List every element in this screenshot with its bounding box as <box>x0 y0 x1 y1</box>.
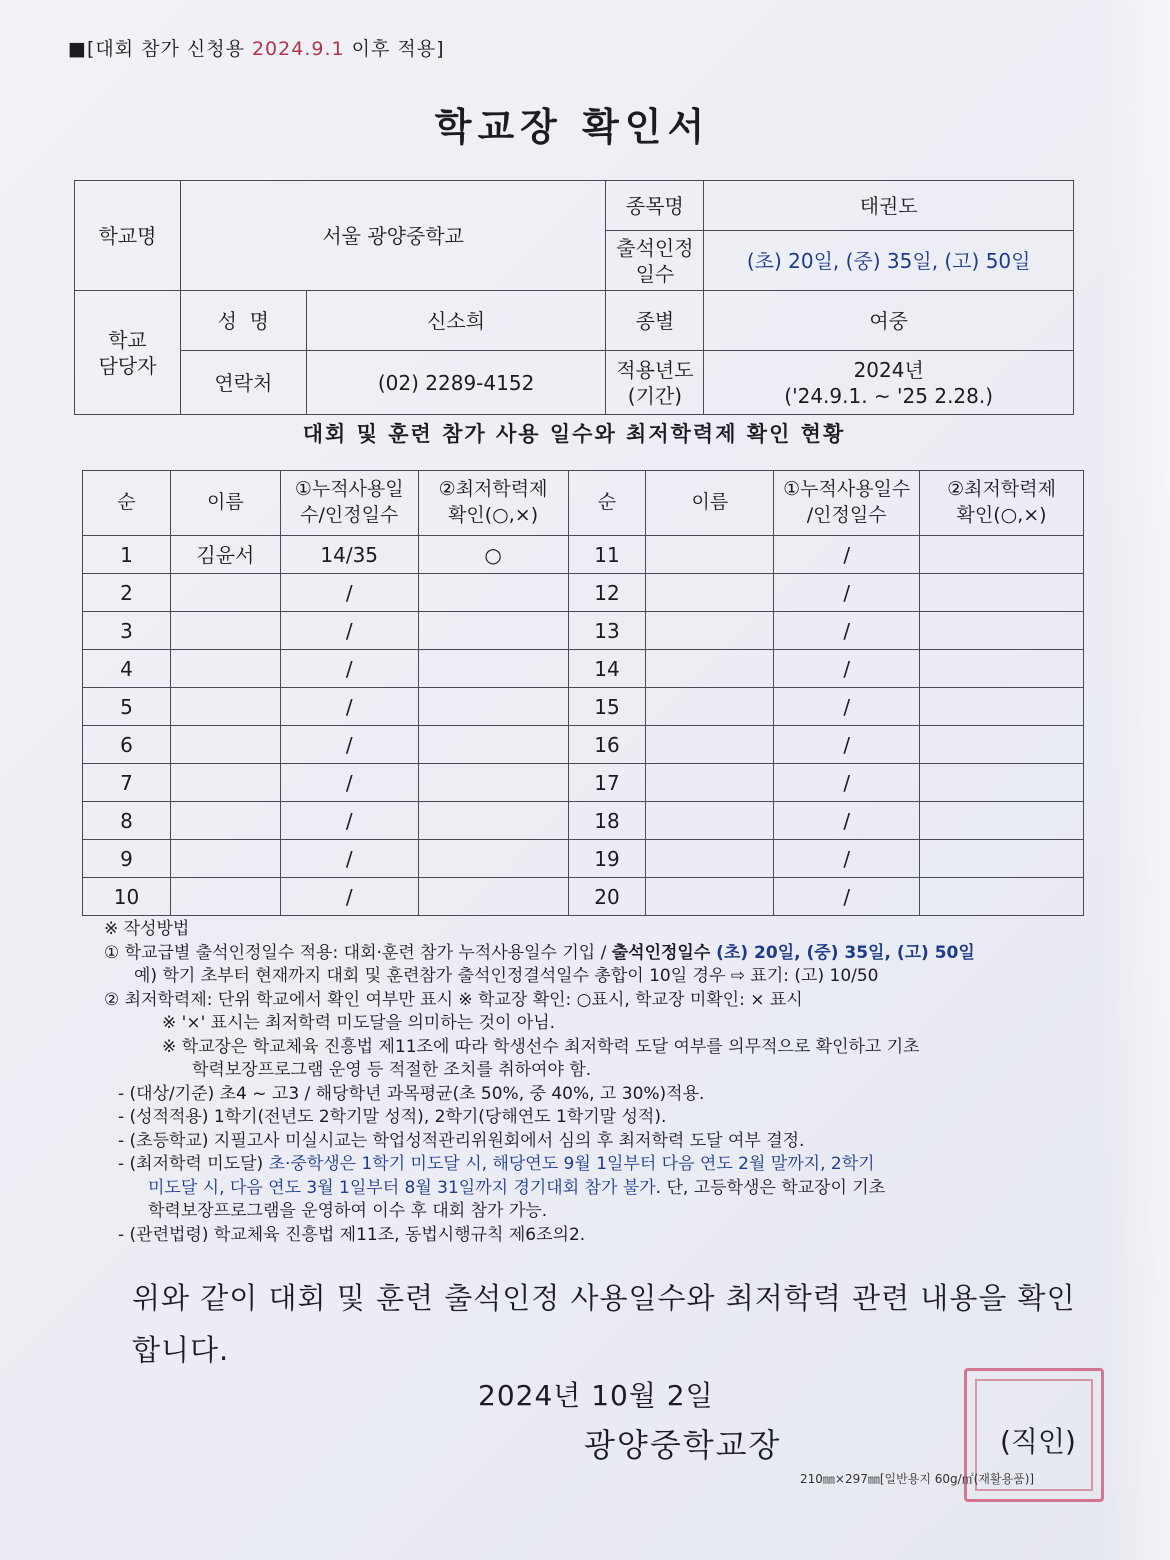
record-name <box>646 878 774 916</box>
record-name <box>646 726 774 764</box>
record-check <box>920 764 1084 802</box>
period-year: 2024년 <box>853 357 924 382</box>
record-no: 13 <box>568 612 646 650</box>
record-days: / <box>774 726 920 764</box>
principal-title: 광양중학교장 <box>584 1426 782 1464</box>
header-check: ②최저학력제 확인(○,×) <box>418 471 568 536</box>
record-check <box>418 878 568 916</box>
record-no: 12 <box>568 574 646 612</box>
record-check <box>920 802 1084 840</box>
record-days: / <box>774 802 920 840</box>
record-check <box>418 840 568 878</box>
record-check <box>920 878 1084 916</box>
record-name <box>646 764 774 802</box>
document-title: 학교장 확인서 <box>434 105 711 149</box>
record-name <box>170 612 280 650</box>
record-no: 20 <box>568 878 646 916</box>
record-no: 16 <box>568 726 646 764</box>
record-days: / <box>280 650 418 688</box>
record-name <box>170 688 280 726</box>
header-name-2: 이름 <box>646 471 774 536</box>
record-name <box>646 612 774 650</box>
record-name <box>170 764 280 802</box>
record-check <box>418 688 568 726</box>
staff-name-value: 신소희 <box>306 291 606 351</box>
record-check: ○ <box>418 536 568 574</box>
record-days: / <box>774 650 920 688</box>
participation-records-table <box>82 470 1084 916</box>
method-l1a: ① 학교급별 출석인정일수 적용: 대회·훈련 참가 누적사용일수 기입 / <box>104 942 612 963</box>
school-name-label: 학교명 <box>75 181 181 291</box>
record-days: / <box>774 536 920 574</box>
record-no: 1 <box>83 536 171 574</box>
record-no: 10 <box>83 878 171 916</box>
record-name <box>646 840 774 878</box>
record-no: 18 <box>568 802 646 840</box>
record-no: 3 <box>83 612 171 650</box>
contact-label: 연락처 <box>180 351 306 415</box>
record-no: 6 <box>83 726 171 764</box>
application-note <box>68 34 445 61</box>
staff-label: 학교 담당자 <box>75 291 181 415</box>
record-days: / <box>774 878 920 916</box>
header-days: ①누적사용일 수/인정일수 <box>280 471 418 536</box>
attendance-days-value: (초) 20일, (중) 35일, (고) 50일 <box>704 231 1074 291</box>
record-days: / <box>280 688 418 726</box>
record-days: / <box>774 840 920 878</box>
note-suffix: 이후 적용] <box>344 38 445 60</box>
record-name <box>646 650 774 688</box>
method-line-10 <box>104 1153 1084 1177</box>
paper-edge-shading <box>1100 0 1170 1560</box>
record-days: / <box>280 764 418 802</box>
record-days: / <box>280 726 418 764</box>
event-value: 태권도 <box>704 181 1074 231</box>
staff-name-label: 성 명 <box>180 291 306 351</box>
method-line-2: 예) 학기 초부터 현재까지 대회 및 훈련참가 출석인정결석일수 총합이 10일 경우 ⇨ 표기: (고) 10/50 <box>134 966 879 986</box>
confirmation-date: 2024년 10월 2일 <box>478 1379 714 1412</box>
header-no-2: 순 <box>568 471 646 536</box>
method-line-8: - (성적적용) 1학기(전년도 2학기말 성적), 2학기(당해연도 1학기말 성적). <box>118 1107 667 1127</box>
method-l11a: 미도달 시, 다음 연도 3월 1일부터 8월 31일까지 경기대회 참가 불가 <box>148 1177 656 1198</box>
record-check <box>920 536 1084 574</box>
paper-spec-footer: 210㎜×297㎜[일반용지 60g/㎡(재활용품)] <box>800 1472 1035 1486</box>
record-name: 김윤서 <box>170 536 280 574</box>
record-no: 8 <box>83 802 171 840</box>
record-name <box>646 688 774 726</box>
record-name <box>170 650 280 688</box>
record-check <box>418 802 568 840</box>
record-check <box>920 650 1084 688</box>
method-line-4: ※ '×' 표시는 최저학력 미도달을 의미하는 것이 아님. <box>162 1013 556 1033</box>
record-check <box>418 726 568 764</box>
record-days: / <box>774 688 920 726</box>
method-l11b: . 단, 고등학생은 학교장이 기초 <box>655 1177 886 1198</box>
record-check <box>418 574 568 612</box>
record-days: / <box>774 764 920 802</box>
record-days: / <box>774 574 920 612</box>
writing-instructions <box>104 918 1084 1247</box>
record-no: 7 <box>83 764 171 802</box>
table-row <box>83 612 1084 650</box>
method-l10a: - (최저학력 미도달) <box>118 1154 269 1174</box>
event-label: 종목명 <box>606 181 704 231</box>
record-days: / <box>774 612 920 650</box>
record-days: / <box>280 878 418 916</box>
record-no: 15 <box>568 688 646 726</box>
method-l1b: 출석인정일수 <box>611 942 717 963</box>
table-row <box>83 878 1084 916</box>
record-name <box>646 574 774 612</box>
confirmation-statement: 위와 같이 대회 및 훈련 출석인정 사용일수와 최저학력 관련 내용을 확인합니다. <box>132 1281 1076 1367</box>
record-days: / <box>280 574 418 612</box>
record-check <box>920 688 1084 726</box>
table-row <box>83 688 1084 726</box>
table-row <box>83 726 1084 764</box>
method-title: ※ 작성방법 <box>104 919 190 939</box>
record-days: / <box>280 802 418 840</box>
record-check <box>418 612 568 650</box>
record-no: 5 <box>83 688 171 726</box>
record-check <box>920 574 1084 612</box>
table-row <box>83 764 1084 802</box>
period-range: ('24.9.1. ~ '25 2.28.) <box>784 383 994 408</box>
record-check <box>920 840 1084 878</box>
record-no: 11 <box>568 536 646 574</box>
record-no: 2 <box>83 574 171 612</box>
category-value: 여중 <box>704 291 1074 351</box>
method-line-7: - (대상/기준) 초4 ~ 고3 / 해당학년 과목평균(초 50%, 중 40%, 고 30%)적용. <box>118 1083 705 1104</box>
record-name <box>170 726 280 764</box>
table-row <box>83 650 1084 688</box>
note-prefix: ■[대회 참가 신청용 <box>68 38 252 60</box>
period-value <box>704 351 1074 415</box>
record-days: / <box>280 612 418 650</box>
header-no: 순 <box>83 471 171 536</box>
record-check <box>920 726 1084 764</box>
record-check <box>418 764 568 802</box>
header-name: 이름 <box>170 471 280 536</box>
records-section-title: 대회 및 훈련 참가 사용 일수와 최저학력제 확인 현황 <box>302 422 846 446</box>
record-no: 4 <box>83 650 171 688</box>
table-row <box>83 802 1084 840</box>
method-l10b: 초·중학생은 1학기 미도달 시, 해당연도 9월 1일부터 다음 연도 2월 말까지, 2학기 <box>268 1154 875 1174</box>
method-line-3: ② 최저학력제: 단위 학교에서 확인 여부만 표시 ※ 학교장 확인: ○표시, 학교장 미확인: × 표시 <box>104 989 803 1010</box>
record-no: 19 <box>568 840 646 878</box>
header-check-2: ②최저학력제 확인(○,×) <box>920 471 1084 536</box>
record-no: 14 <box>568 650 646 688</box>
seal-mark: (직인) <box>1000 1425 1076 1458</box>
record-days: 14/35 <box>280 536 418 574</box>
table-row <box>83 574 1084 612</box>
method-line-5: ※ 학교장은 학교체육 진흥법 제11조에 따라 학생선수 최저학력 도달 여부를 의무적으로 확인하고 기초 <box>162 1036 920 1057</box>
method-line-13: - (관련법령) 학교체육 진흥법 제11조, 동법시행규칙 제6조의2. <box>118 1224 586 1245</box>
attendance-days-label: 출석인정 일수 <box>606 231 704 291</box>
record-check <box>920 612 1084 650</box>
record-name <box>170 878 280 916</box>
method-line-6: 학력보장프로그램 운영 등 적절한 조치를 취하여야 함. <box>192 1060 592 1080</box>
table-row <box>83 840 1084 878</box>
table-row <box>83 536 1084 574</box>
category-label: 종별 <box>606 291 704 351</box>
contact-value: (02) 2289-4152 <box>306 351 606 415</box>
method-line-11 <box>104 1177 1084 1201</box>
period-label: 적용년도 (기간) <box>606 351 704 415</box>
method-l1c: (초) 20일, (중) 35일, (고) 50일 <box>716 942 975 963</box>
note-date: 2024.9.1 <box>251 38 345 60</box>
school-name-value: 서울 광양중학교 <box>180 181 606 291</box>
record-days: / <box>280 840 418 878</box>
method-line-9: - (초등학교) 지필고사 미실시교는 학업성적관리위원회에서 심의 후 최저학력 도달 여부 결정. <box>118 1130 805 1151</box>
school-info-table <box>74 180 1074 415</box>
record-name <box>170 840 280 878</box>
record-name <box>646 536 774 574</box>
method-line-1 <box>104 942 1084 966</box>
record-name <box>170 802 280 840</box>
method-line-12: 학력보장프로그램을 운영하여 이수 후 대회 참가 가능. <box>148 1201 548 1221</box>
record-no: 9 <box>83 840 171 878</box>
header-days-2: ①누적사용일수 /인정일수 <box>774 471 920 536</box>
records-header-row <box>83 471 1084 536</box>
record-check <box>418 650 568 688</box>
record-name <box>170 574 280 612</box>
record-name <box>646 802 774 840</box>
record-no: 17 <box>568 764 646 802</box>
